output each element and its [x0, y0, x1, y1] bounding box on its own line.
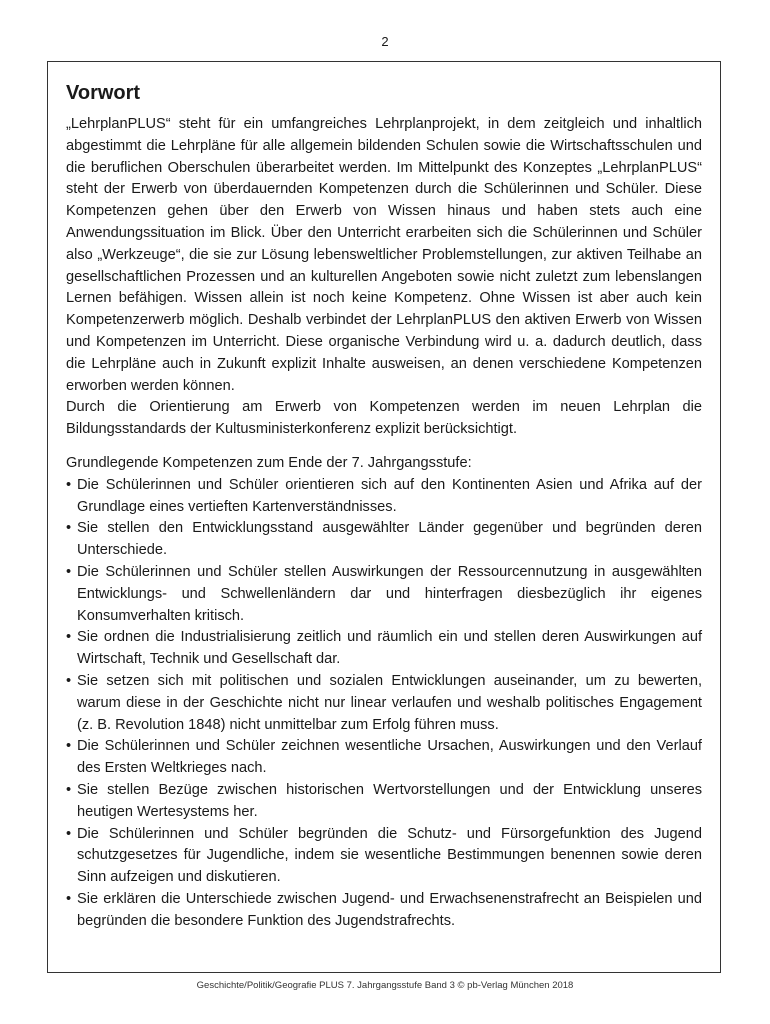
list-item: • Die Schülerinnen und Schüler stellen Auswirkungen der Ressourcennutzung in ausgewählten Entwicklungs- und Schwellenländern dar und hinterfragen diesbezüglich ihr eigenes Konsumverhalten kritisch. [66, 562, 702, 627]
list-item: • Sie stellen den Entwicklungsstand ausgewählter Länder gegenüber und begründen deren Unterschiede. [66, 518, 702, 562]
list-item: • Sie erklären die Unterschiede zwischen Jugend- und Erwachsenenstrafrecht an Beispielen und begründen die besondere Funktion des Jugendstrafrechts. [66, 889, 702, 933]
content-frame [47, 61, 721, 973]
list-item: • Sie stellen Bezüge zwischen historischen Wertvorstellungen und der Entwicklung unseres heutigen Wertesystems her. [66, 780, 702, 824]
list-item: • Die Schülerinnen und Schüler begründen die Schutz- und Fürsorgefunktion des Jugend schutzgesetzes für Jugendliche, indem sie wesentliche Bestimmungen benennen sowie deren Sinn aufzeigen und diskutieren. [66, 824, 702, 889]
page-number: 2 [381, 34, 389, 49]
competencies-heading: Grundlegende Kompetenzen zum Ende der 7. Jahrgangsstufe: [66, 454, 472, 471]
list-item: • Sie setzen sich mit politischen und sozialen Entwicklungen auseinander, um zu bewerten, warum diese in der Geschichte nicht nur linear verlaufen und weshalb politisches Engagement (z. B. Revolution 1848) nicht unmittelbar zum Erfolg führen muss. [66, 671, 702, 736]
list-item: • Die Schülerinnen und Schüler orientieren sich auf den Kontinenten Asien und Afrika auf der Grundlage eines vertieften Kartenverständnisses. [66, 475, 702, 519]
list-item: • Sie ordnen die Industrialisierung zeitlich und räumlich ein und stellen deren Auswirkungen auf Wirtschaft, Technik und Gesellschaft dar. [66, 627, 702, 671]
intro-paragraph: „LehrplanPLUS“ steht für ein umfangreiches Lehrplanprojekt, in dem zeitgleich und inhaltlich abgestimmt die Lehrpläne für alle allgemein bildenden Schulen sowie die Wirtschaftsschulen und die beruflichen Oberschulen überarbeitet werden. Im Mittelpunkt des Konzeptes „LehrplanPLUS“ steht der Erwerb von überdauernden Kompetenzen durch die Schülerinnen und Schüler. Diese Kompetenzen gehen über den Erwerb von Wissen hinaus und haben stets auch eine Anwendungssituation im Blick. Über den Unterricht erarbeiten sich die Schülerinnen und Schüler also „Werkzeuge“, die sie zur Lösung lebensweltlicher Problemstellungen, zur aktiven Teilhabe an gesellschaftlichen Prozessen und an kulturellen Angeboten sowie nicht zuletzt zum lebenslangen Lernen befähigen. Wissen allein ist noch keine Kompetenz. Ohne Wissen ist aber auch kein Kompetenzerwerb möglich. Deshalb verbindet der LehrplanPLUS den aktiven Erwerb von Wissen und Kompetenzen im Unterricht. Diese organische Verbindung wird u. a. dadurch deutlich, dass die Lehrpläne auch in Zukunft explizit Inhalte ausweisen, an denen verschiedene Kompetenzen erworben werden können. [66, 116, 702, 394]
list-item: • Die Schülerinnen und Schüler zeichnen wesentliche Ursachen, Auswirkungen und den Verlauf des Ersten Weltkrieges nach. [66, 736, 702, 780]
intro-section [66, 114, 702, 441]
footer: Geschichte/Politik/Geografie PLUS 7. Jahrgangsstufe Band 3 © pb-Verlag München 2018 [196, 980, 574, 991]
intro-paragraph: Durch die Orientierung am Erwerb von Kompetenzen werden im neuen Lehrplan die Bildungsstandards der Kultusministerkonferenz explizit berücksichtigt. [66, 399, 702, 438]
page-title: Vorwort [66, 82, 141, 104]
competencies-list [66, 475, 702, 933]
